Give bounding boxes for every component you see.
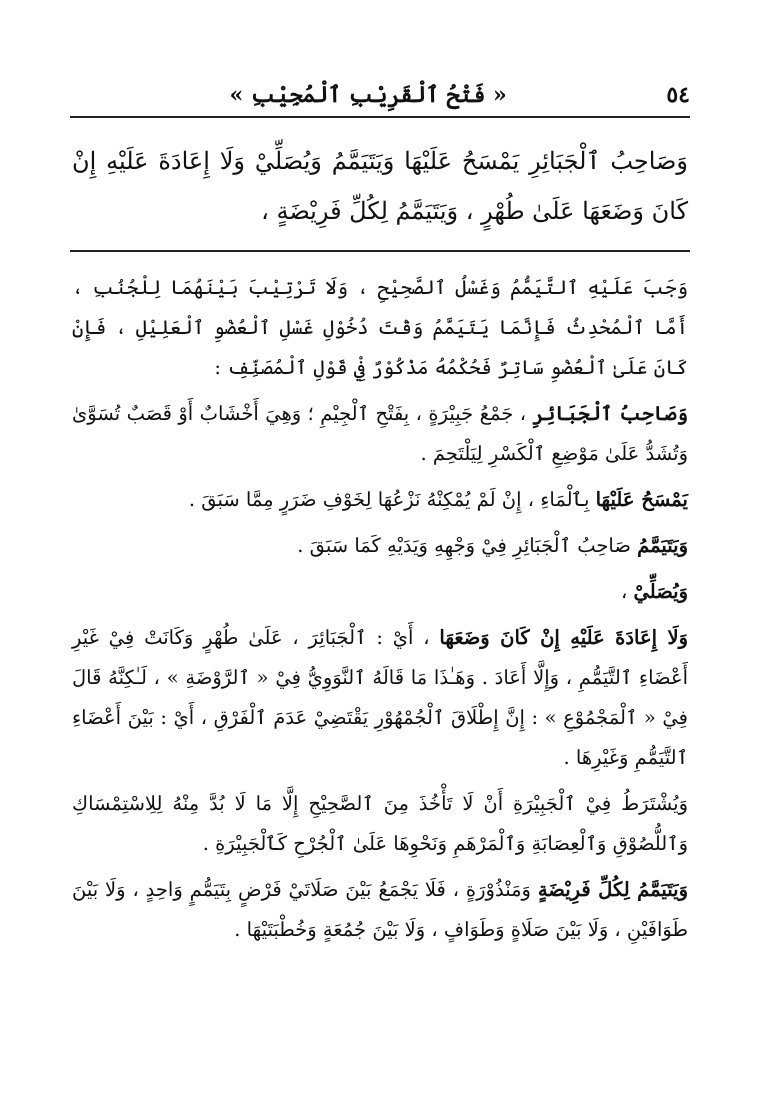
quoted-main-text: يَمْسَحُ عَلَيْهَا <box>595 488 688 511</box>
commentary-paragraph <box>72 268 688 388</box>
separator-rule <box>70 250 690 252</box>
quoted-main-text: وَيُصَلِّيْ <box>633 580 688 603</box>
quoted-main-text: وَلَا إِعَادَةَ عَلَيْهِ إِنْ كَانَ وَضَعَهَا <box>439 626 688 649</box>
commentary-text: وَيُشْتَرَطُ فِيْ ٱلْجَبِيْرَةِ أَنْ لَا تَأْخُذَ مِنَ ٱلصَّحِيْحِ إِلَّا مَا لَا بُدَّ مِنْهُ لِلِاسْتِمْسَاكِ وَٱللُّصُوْقِ وَٱلْعِصَابَةِ وَٱلْمَرْهَمِ وَنَحْوِهَا عَلَىٰ ٱلْجُرْحِ كَٱلْجَبِيْرَةِ . <box>72 792 688 855</box>
quoted-main-text: وَصَاحِبُ ٱلْجَبَائِرِ <box>532 402 689 425</box>
commentary-text: ، جَمْعُ جَبِيْرَةٍ ، بِفَتْحِ ٱلْجِيْمِ ؛ وَهِيَ أَخْشَابٌ أَوْ قَصَبٌ تُسَوَّىٰ وَتُشَدُّ عَلَىٰ مَوْضِعِ ٱلْكَسْرِ لِيَلْتَحِمَ . <box>72 402 688 465</box>
commentary <box>72 268 688 956</box>
commentary-text: بِٱلْمَاءِ ، إِنْ لَمْ يُمْكِنْهُ نَزْعُهَا لِخَوْفِ ضَرَرٍ مِمَّا سَبَقَ . <box>188 488 596 511</box>
quoted-main-text: وَيَتَيَمَّمُ <box>637 534 688 557</box>
header-rule <box>70 116 690 118</box>
running-title: « فَتْحُ ٱلْقَرِيْبِ ٱلْمُجِيْبِ » <box>229 82 507 108</box>
commentary-text: وَمَنْذُوْرَةٍ ، فَلَا يَجْمَعُ بَيْنَ صَلَاتَيْ فَرْضٍ بِتَيَمُّمٍ وَاحِدٍ ، وَلَا بَيْنَ طَوَافَيْنِ ، وَلَا بَيْنَ صَلَاةٍ وَطَوَافٍ ، وَلَا بَيْنَ جُمُعَةٍ وَخُطْبَتَيْهَا . <box>72 878 688 941</box>
commentary-paragraph <box>72 394 688 474</box>
commentary-text: صَاحِبُ ٱلْجَبَائِرِ فِيْ وَجْهِهِ وَيَدَيْهِ كَمَا سَبَقَ . <box>297 534 638 557</box>
page-number: ٥٤ <box>666 82 690 108</box>
commentary-paragraph <box>72 480 688 520</box>
commentary-paragraph <box>72 784 688 864</box>
commentary-paragraph <box>72 526 688 566</box>
commentary-paragraph <box>72 572 688 612</box>
quoted-main-text: وَيَتَيَمَّمُ لِكُلِّ فَرِيْضَةٍ <box>537 878 688 901</box>
commentary-text: ، أَيْ : ٱلْجَبَائِرَ ، عَلَىٰ طُهْرٍ وَكَانَتْ فِيْ غَيْرِ أَعْضَاءِ ٱلتَّيَمُّمِ ، وَإِلَّا أَعَادَ . وَهَـٰذَا مَا قَالَهُ ٱلنَّوَوِيُّ فِيْ « ٱلرَّوْضَةِ » ، لَـٰكِنَّهُ قَالَ فِيْ « ٱلْمَجْمُوْعِ » : إِنَّ إِطْلَاقَ ٱلْجُمْهُوْرِ يَقْتَضِيْ عَدَمَ ٱلْفَرْقِ ، أَيْ : بَيْنَ أَعْضَاءِ ٱلتَّيَمُّمِ وَغَيْرِهَا . <box>72 626 688 769</box>
commentary-text: وَجَبَ عَلَيْهِ ٱلتَّيَمُّمُ وَغَسْلُ ٱلصَّحِيْحِ ، وَلَا تَرْتِيْبَ بَيْنَهُمَا لِلْجُنُبِ ، أَمَّا ٱلْمُحْدِثُ فَإِنَّمَا يَتَيَمَّمُ وَقْتَ دُخُوْلِ غَسْلِ ٱلْعُضْوِ ٱلْعَلِيْلِ ، فَإِنْ كَانَ عَلَىٰ ٱلْعُضْوِ سَاتِرٌ فَحُكْمُهُ مَذْكُوْرٌ فِيْ قَوْلِ ٱلْمُصَنِّفِ : <box>72 276 688 379</box>
commentary-paragraph <box>72 618 688 778</box>
commentary-text: ، <box>621 580 634 603</box>
main-text <box>72 136 688 236</box>
main-text-paragraph: وَصَاحِبُ ٱلْجَبَائِرِ يَمْسَحُ عَلَيْهَا وَيَتَيَمَّمُ وَيُصَلِّيْ وَلَا إِعَادَةَ عَلَيْهِ إِنْ كَانَ وَضَعَهَا عَلَىٰ طُهْرٍ ، وَيَتَيَمَّمُ لِكُلِّ فَرِيْضَةٍ ، <box>72 147 688 225</box>
commentary-paragraph <box>72 870 688 950</box>
page-header <box>70 78 690 112</box>
